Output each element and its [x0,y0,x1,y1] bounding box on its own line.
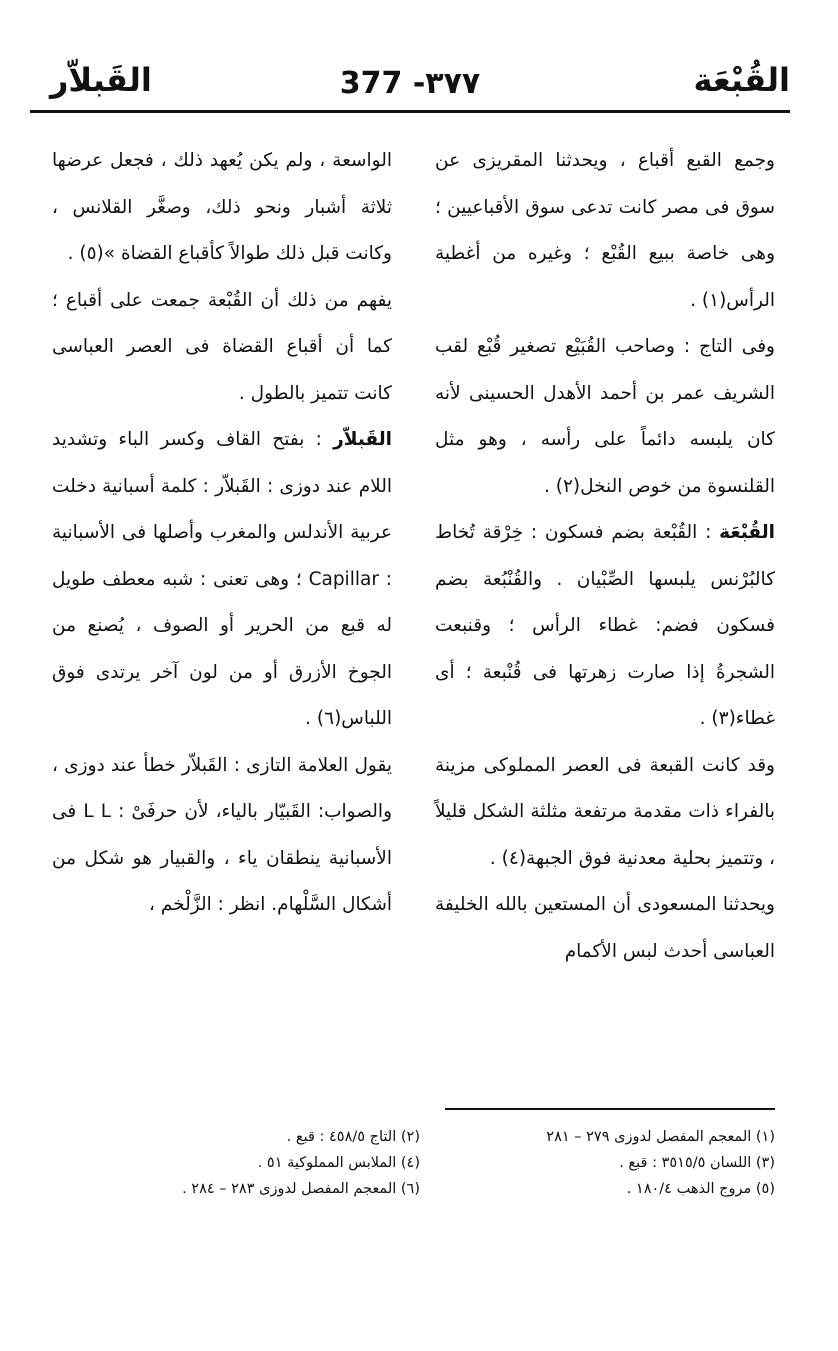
entry-text: : بفتح القاف وكسر الباء وتشديد اللام عند دوزى : القَبلاّر : كلمة أسبانية دخلت عربية الأندلس والمغرب وأصلها فى الأسبانية : Capillar ؛ وهى تعنى : شبه معطف طويل له قبع من الحرير أو الصوف ، يُصنع من الجوخ الأزرق أو من لون آخر يرتدى فوق اللباس(٦) . [52,429,392,729]
paragraph: الواسعة ، ولم يكن يُعهد ذلك ، فجعل عرضها ثلاثة أشبار ونحو ذلك، وصغَّر القلانس ، وكانت قبل ذلك طوالاً كأقباع القضاة »(٥) . [52,150,392,264]
footnotes-left [90,1124,420,1202]
entry-paragraph [435,510,775,743]
footnote-rule [445,1108,775,1110]
footnote: (٥) مروج الذهب ١٨٠/٤ . [626,1181,775,1197]
paragraph: يفهم من ذلك أن القُبْعة جمعت على أقباع ؛ كما أن أقباع القضاة فى العصر العباسى كانت تتميز بالطول . [52,289,392,404]
right-column [435,138,775,975]
footnote: (٤) الملابس المملوكية ٥١ . [257,1155,420,1171]
footnote: (٣) اللسان ٣٥١٥/٥ : قبع . [619,1155,775,1171]
page-number: 377 -٣٧٧ [339,66,481,101]
footnote: (١) المعجم المفصل لدوزى ٢٧٩ – ٢٨١ [546,1129,775,1145]
header-rule [30,110,790,113]
footnote: (٢) التاج ٤٥٨/٥ : قبع . [286,1129,420,1145]
entry-text: : القُبْعة بضم فسكون : خِرْقة تُخاط كالبُرْنس يلبسها الصِّبْيان . والقُنْبُعة بضم فسكون فضم: غطاء الرأس ؛ وقنبعت الشجرةُ إذا صارت زهرتها فى قُنْبعة ؛ أى غطاء(٣) . [435,522,775,729]
footnotes-right [445,1124,775,1202]
entry-headword: القُبْعَة [719,522,775,543]
footnote: (٦) المعجم المفصل لدوزى ٢٨٣ – ٢٨٤ . [182,1181,420,1197]
running-head-left: القَبلاّر [50,61,152,99]
running-head-right: القُبْعَة [693,61,790,99]
paragraph: يقول العلامة التازى : القَبلاّر خطأ عند دوزى ، والصواب: القَبيّار بالياء، لأن حرفَىْ : L L فى الأسبانية ينطقان ياء ، والقبيار هو شكل من أشكال السَّلْهام. انظر : الزَّلْخم ، [52,754,392,915]
entry-paragraph [52,417,392,743]
paragraph: ويحدثنا المسعودى أن المستعين بالله الخليفة العباسى أحدث لبس الأكمام [435,894,775,962]
paragraph: وقد كانت القبعة فى العصر المملوكى مزينة بالفراء ذات مقدمة مرتفعة مثلثة الشكل قليلاً ، وتتميز بحلية معدنية فوق الجبهة(٤) . [435,754,775,869]
paragraph: وفى التاج : وصاحب القُبَيْع تصغير قُبْع لقب الشريف عمر بن أحمد الأهدل الحسينى لأنه كان يلبسه دائماً على رأسه ، وهو مثل القلنسوة من خوص النخل(٢) . [435,336,775,497]
entry-headword: القَبلاّر [333,429,392,450]
paragraph: وجمع القبع أقباع ، ويحدثنا المقريزى عن سوق فى مصر كانت تدعى سوق الأقباعيين ؛ وهى خاصة ببيع القُبْع ؛ وغيره من أغطية الرأس(١) . [435,150,775,311]
page-header [30,50,790,120]
left-column [52,138,392,929]
